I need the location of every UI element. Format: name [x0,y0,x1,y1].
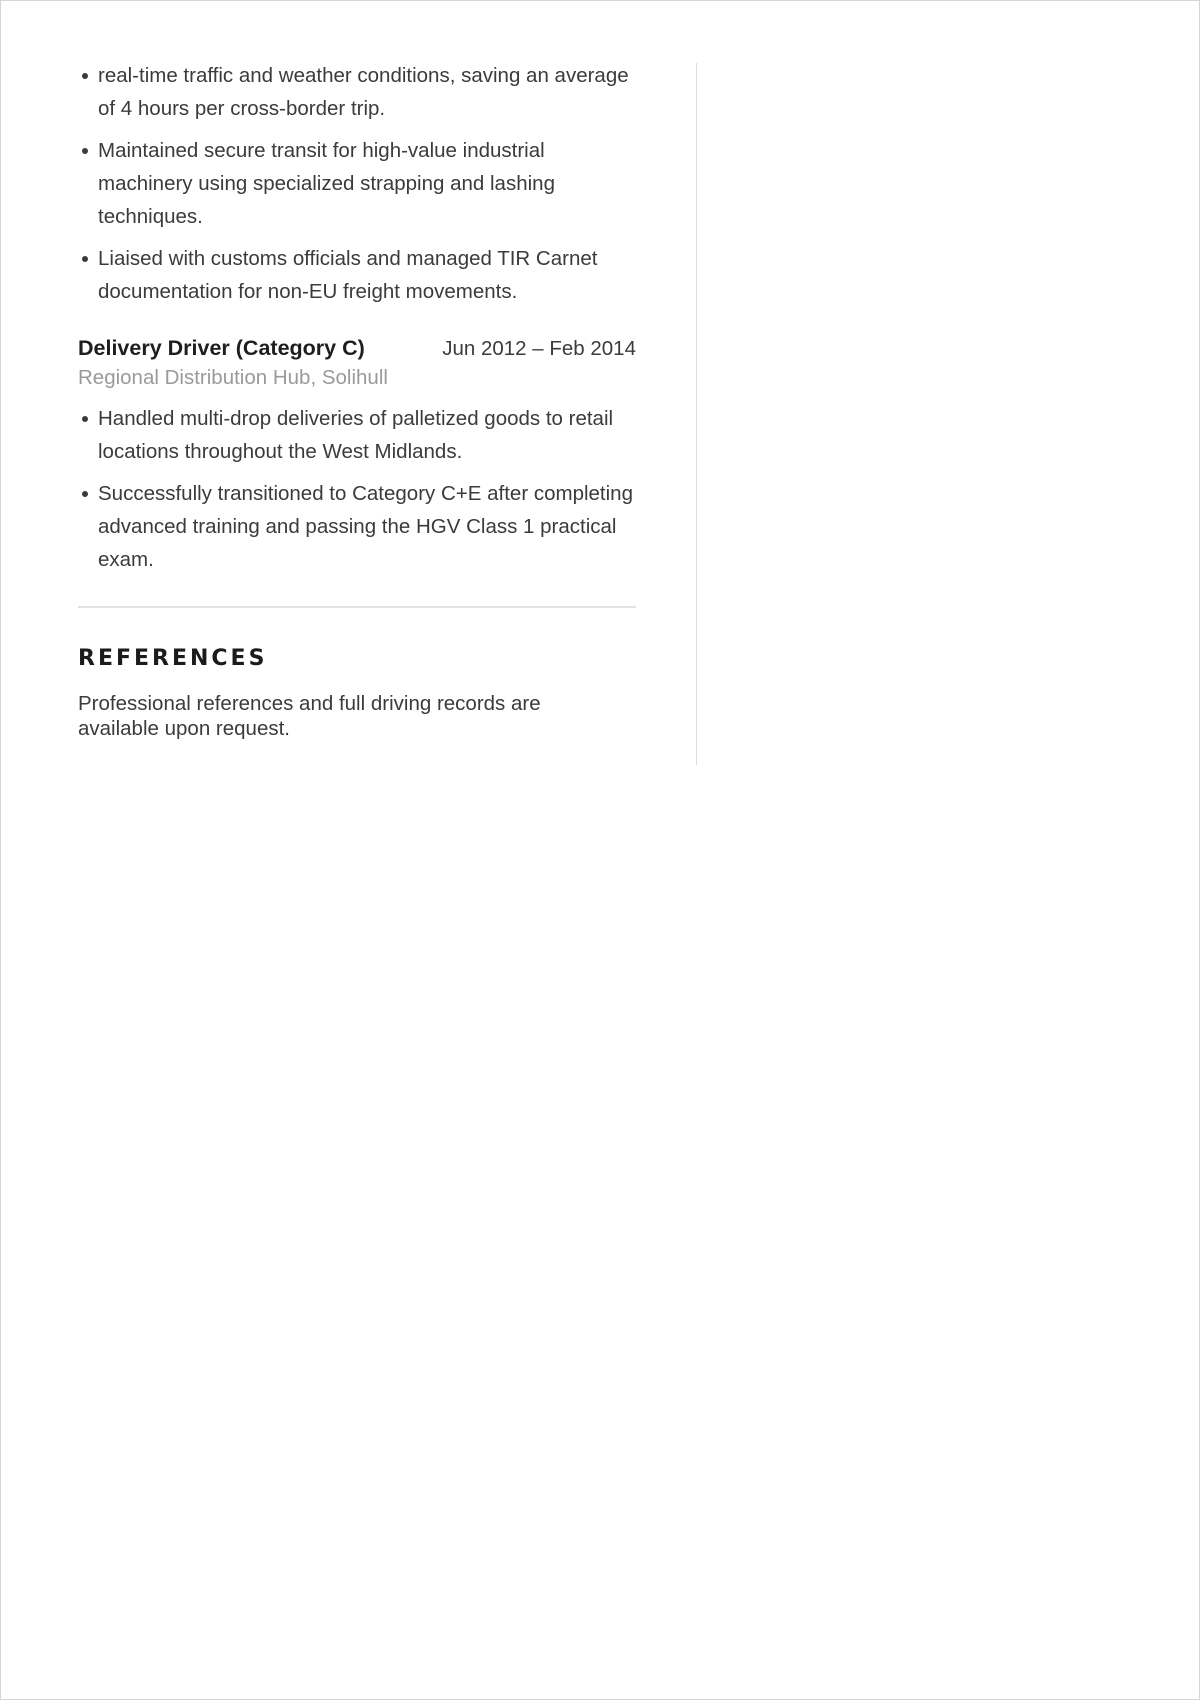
section-divider [78,606,636,608]
references-text: Professional references and full driving records are available upon request. [78,692,541,740]
previous-job-bullet-list [78,59,636,308]
job-entry [78,336,636,576]
job-bullet-list [78,402,636,576]
bullet-item: real-time traffic and weather conditions, saving an average of 4 hours per cross-border trip. [98,59,636,125]
job-title: Delivery Driver (Category C) [78,336,365,360]
job-company: Regional Distribution Hub, Solihull [78,366,388,389]
bullet-item: Successfully transitioned to Category C+E after completing advanced training and passing the HGV Class 1 practical exam. [98,477,636,576]
column-divider [696,63,697,765]
bullet-item: Handled multi-drop deliveries of palletized goods to retail locations throughout the West Midlands. [98,402,636,468]
job-dates: Jun 2012 – Feb 2014 [442,337,636,360]
references-heading: REFERENCES [78,646,268,671]
main-column [78,59,636,741]
job-header [78,336,636,361]
bullet-item: Maintained secure transit for high-value industrial machinery using specialized strapping and lashing techniques. [98,134,636,233]
bullet-item: Liaised with customs officials and managed TIR Carnet documentation for non-EU freight movements. [98,242,636,308]
